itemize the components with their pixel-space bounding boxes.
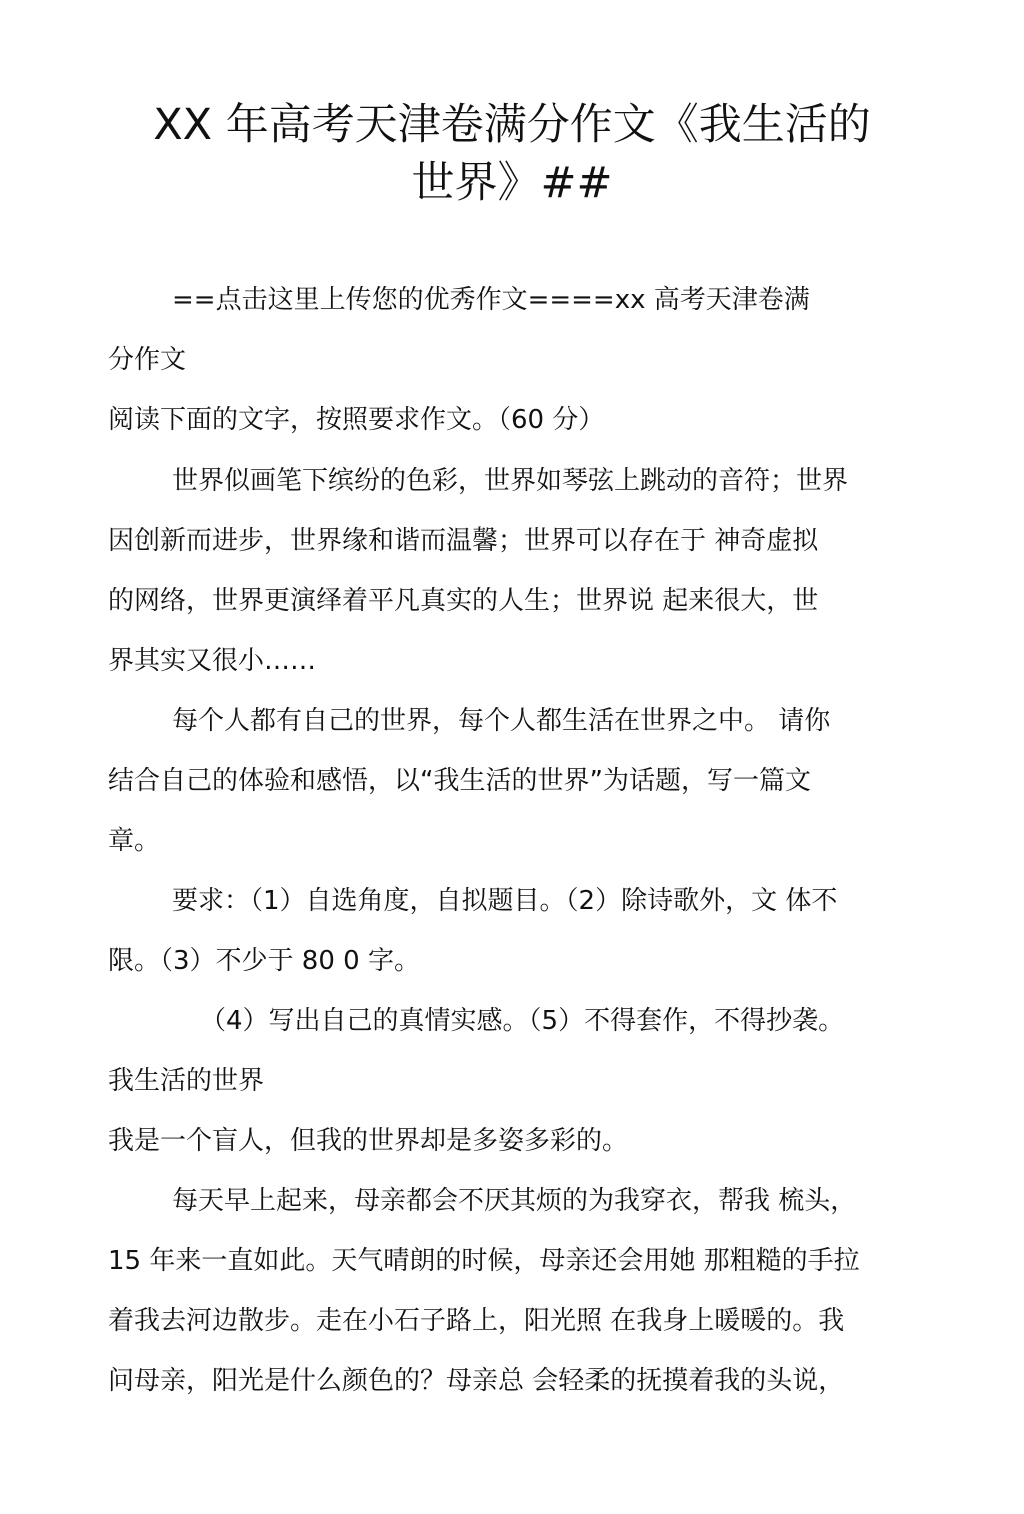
body-line: 章。 [108, 826, 161, 856]
document-title-line-1: XX 年高考天津卷满分作文《我生活的 [153, 100, 871, 150]
body-line: 每天早上起来，母亲都会不厌其烦的为我穿衣，帮我 梳头， [172, 1186, 857, 1216]
body-line: 要求：（1）自选角度，自拟题目。（2）除诗歌外，文 体不 [172, 886, 838, 916]
document-title-line-2: 世界》## [411, 158, 613, 208]
body-line: 分作文 [108, 345, 187, 375]
body-line: 结合自己的体验和感悟，以“我生活的世界”为话题，写一篇文 [108, 766, 811, 796]
body-line: 15 年来一直如此。天气晴朗的时候，母亲还会用她 那粗糙的手拉 [108, 1246, 860, 1276]
essay-title: 我生活的世界 [108, 1066, 265, 1096]
body-line: 我是一个盲人，但我的世界却是多姿多彩的。 [108, 1126, 629, 1156]
body-line: ==点击这里上传您的优秀作文====xx 高考天津卷满 [172, 285, 810, 315]
body-line: 世界似画笔下缤纷的色彩，世界如琴弦上跳动的音符；世界 [172, 466, 849, 496]
body-line: 因创新而进步，世界缘和谐而温馨；世界可以存在于 神奇虚拟 [108, 526, 819, 556]
body-line: 问母亲，阳光是什么颜色的？母亲总 会轻柔的抚摸着我的头说， [108, 1366, 845, 1396]
body-line: 限。（3）不少于 80 0 字。 [108, 946, 420, 976]
body-line: 着我去河边散步。走在小石子路上，阳光照 在我身上暖暖的。我 [108, 1306, 845, 1336]
body-line: 的网络，世界更演绎着平凡真实的人生；世界说 起来很大，世 [108, 586, 819, 616]
body-line: （4）写出自己的真情实感。（5）不得套作，不得抄袭。 [200, 1006, 845, 1036]
body-line: 每个人都有自己的世界，每个人都生活在世界之中。 请你 [172, 706, 831, 736]
body-line: 界其实又很小…… [108, 646, 317, 676]
body-line: 阅读下面的文字，按照要求作文。（60 分） [108, 405, 605, 435]
